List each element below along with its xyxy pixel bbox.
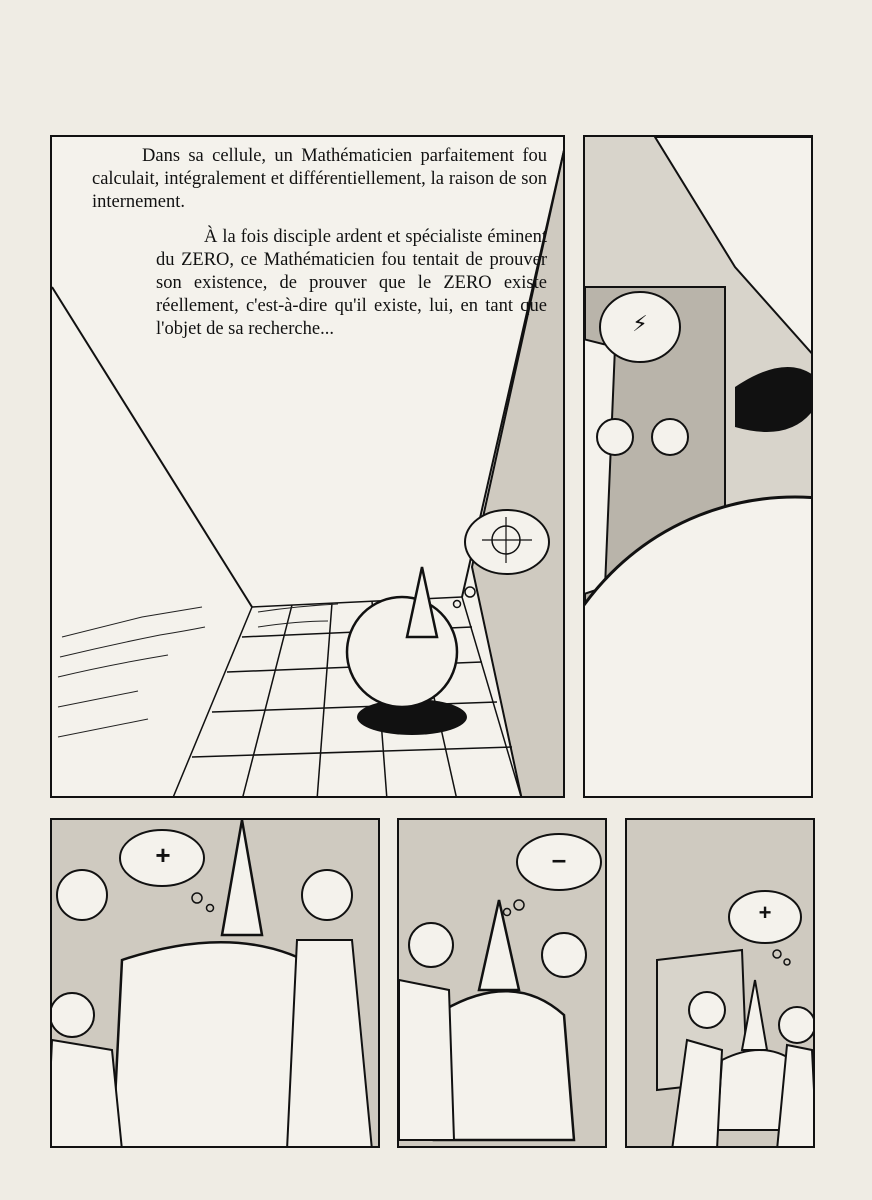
- panel-cell-scene: [50, 135, 565, 798]
- caption-paragraph-2: À la fois disciple ardent et spécialiste éminent du ZERO, ce Mathématicien fou tentait de prouver son existence, de prouver que le ZERO existe réellement, c'est-à-dire qu'il existe, lui, en tant que l'objet de sa recherche...: [156, 227, 547, 339]
- bubble-plus-symbol: +: [155, 840, 171, 870]
- panel-door-scene: [583, 135, 813, 798]
- panel-escort-scene: [397, 818, 607, 1148]
- exit-scene-drawing: [627, 820, 815, 1148]
- bubble-lightning-symbol: ⚡: [632, 311, 648, 336]
- panel-guards-scene: [50, 818, 380, 1148]
- bubble-minus-symbol: –: [551, 844, 567, 874]
- bubble-plus-symbol-small: +: [758, 900, 772, 925]
- door-scene-drawing: [585, 137, 813, 798]
- narration-caption: [92, 145, 547, 353]
- guards-scene-drawing: [52, 820, 380, 1148]
- caption-paragraph-1: Dans sa cellule, un Mathématicien parfaitement fou calculait, intégralement et différentiellement, la raison de son internement.: [92, 146, 547, 212]
- panel-exit-scene: [625, 818, 815, 1148]
